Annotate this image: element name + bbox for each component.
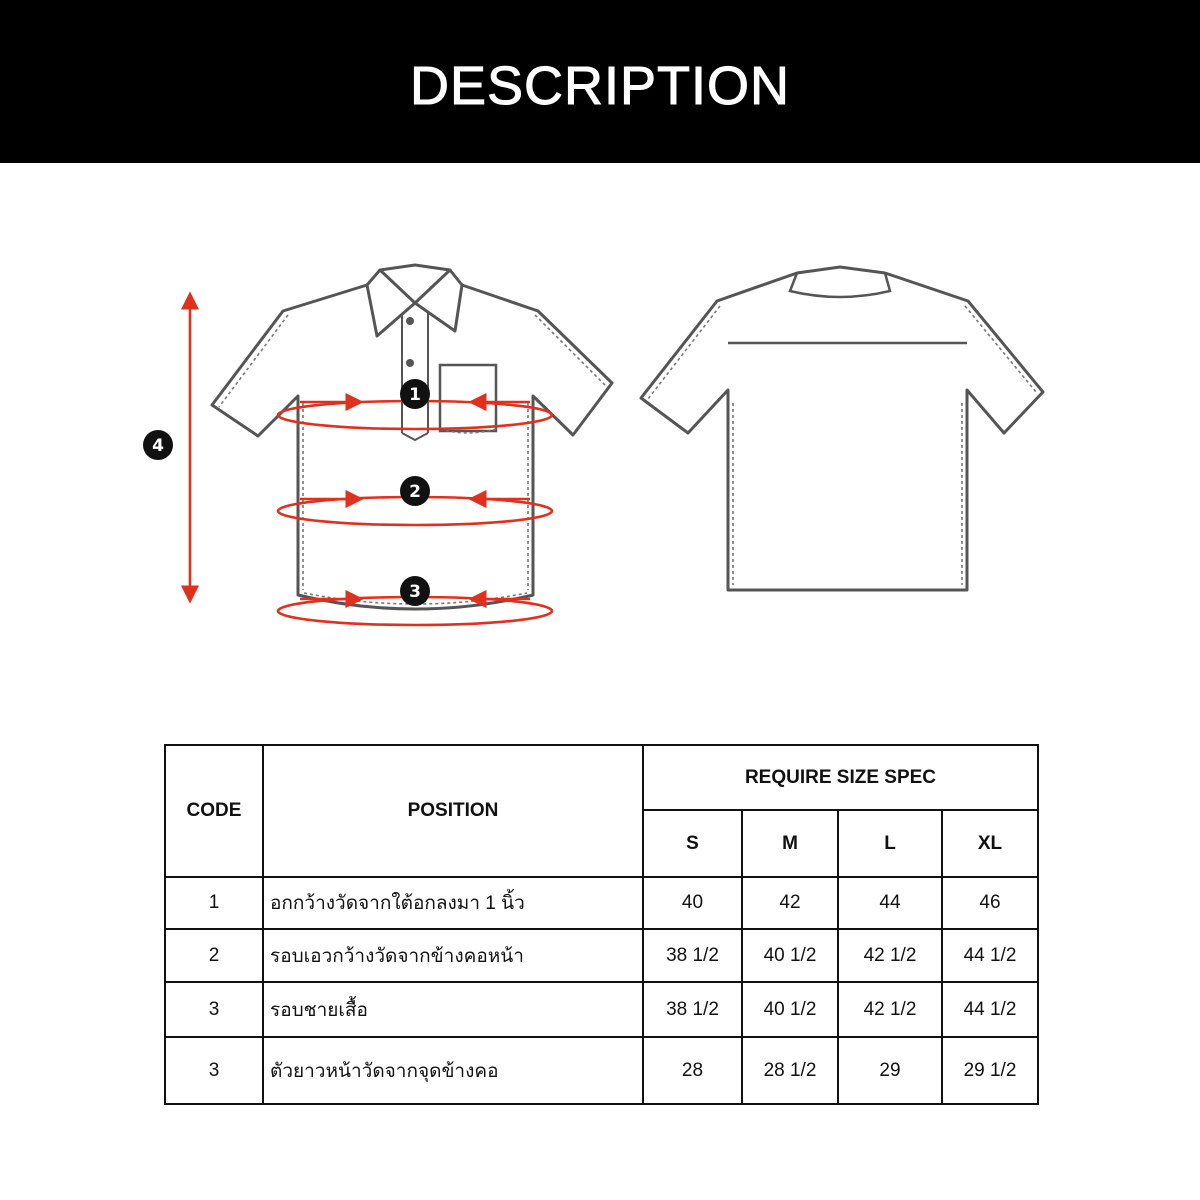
cell-xl: 29 1/2 bbox=[942, 1037, 1038, 1104]
header-position: POSITION bbox=[263, 745, 643, 877]
svg-text:3: 3 bbox=[409, 582, 421, 602]
header-size-m: M bbox=[742, 810, 838, 877]
page-title: DESCRIPTION bbox=[409, 55, 791, 116]
marker-badge-4 bbox=[143, 430, 173, 460]
cell-position: รอบชายเสื้อ bbox=[263, 982, 643, 1037]
cell-code: 3 bbox=[165, 982, 263, 1037]
table-row bbox=[165, 877, 1038, 929]
table-row bbox=[165, 982, 1038, 1037]
cell-s: 38 1/2 bbox=[643, 929, 742, 982]
cell-s: 38 1/2 bbox=[643, 982, 742, 1037]
cell-l: 44 bbox=[838, 877, 942, 929]
cell-xl: 46 bbox=[942, 877, 1038, 929]
table-row bbox=[165, 929, 1038, 982]
header-code: CODE bbox=[165, 745, 263, 877]
cell-position: ตัวยาวหน้าวัดจากจุดข้างคอ bbox=[263, 1037, 643, 1104]
cell-code: 2 bbox=[165, 929, 263, 982]
cell-m: 28 1/2 bbox=[742, 1037, 838, 1104]
cell-m: 42 bbox=[742, 877, 838, 929]
header-size-xl: XL bbox=[942, 810, 1038, 877]
header-size-l: L bbox=[838, 810, 942, 877]
cell-code: 3 bbox=[165, 1037, 263, 1104]
cell-s: 28 bbox=[643, 1037, 742, 1104]
shirt-diagram-svg bbox=[0, 163, 1200, 723]
cell-s: 40 bbox=[643, 877, 742, 929]
cell-position: รอบเอวกว้างวัดจากข้างคอหน้า bbox=[263, 929, 643, 982]
marker-badge-3 bbox=[400, 576, 430, 606]
svg-text:4: 4 bbox=[152, 436, 164, 456]
cell-l: 42 1/2 bbox=[838, 982, 942, 1037]
cell-l: 29 bbox=[838, 1037, 942, 1104]
cell-m: 40 1/2 bbox=[742, 982, 838, 1037]
cell-xl: 44 1/2 bbox=[942, 982, 1038, 1037]
cell-code: 1 bbox=[165, 877, 263, 929]
shirt-diagram bbox=[0, 163, 1200, 723]
header-banner bbox=[0, 0, 1200, 163]
svg-text:2: 2 bbox=[409, 482, 421, 502]
size-spec-table bbox=[164, 744, 1039, 1105]
table-row bbox=[165, 1037, 1038, 1104]
cell-position: อกกว้างวัดจากใต้อกลงมา 1 นิ้ว bbox=[263, 877, 643, 929]
cell-xl: 44 1/2 bbox=[942, 929, 1038, 982]
marker-badge-1 bbox=[400, 379, 430, 409]
back-shirt-outline bbox=[641, 267, 1043, 590]
cell-m: 40 1/2 bbox=[742, 929, 838, 982]
cell-l: 42 1/2 bbox=[838, 929, 942, 982]
header-size-s: S bbox=[643, 810, 742, 877]
svg-text:1: 1 bbox=[409, 385, 421, 405]
front-pocket bbox=[440, 365, 496, 431]
marker-badge-2 bbox=[400, 476, 430, 506]
header-size-spec: REQUIRE SIZE SPEC bbox=[643, 745, 1038, 810]
